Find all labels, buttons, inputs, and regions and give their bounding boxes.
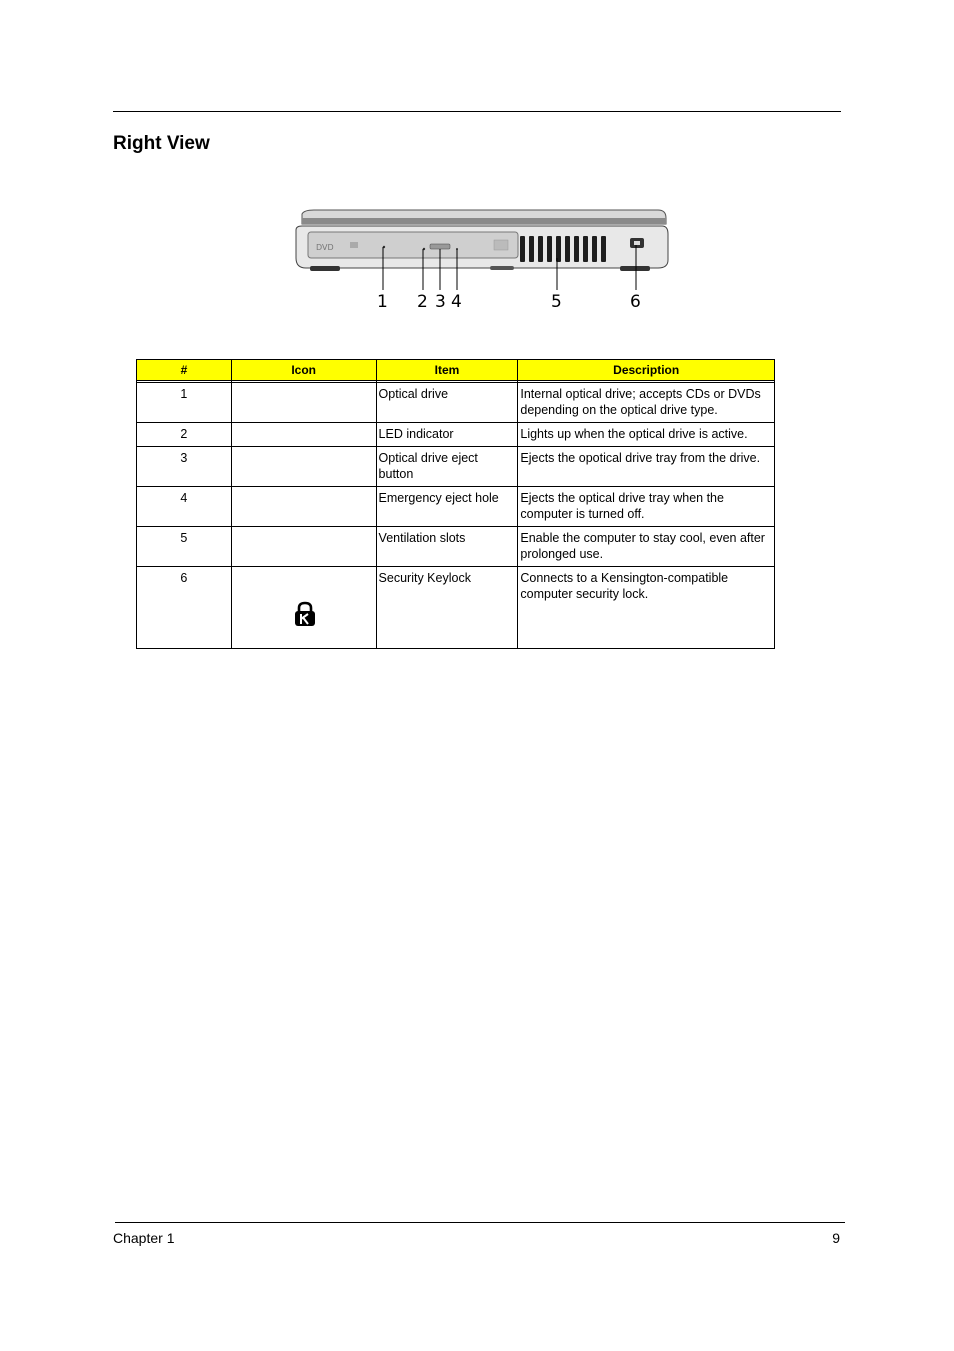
- kensington-lock-icon: [294, 601, 316, 627]
- row-num: 5: [137, 527, 232, 567]
- row-icon-cell: [231, 447, 376, 487]
- table-header-row: [137, 360, 775, 381]
- row-description: Lights up when the optical drive is active.: [518, 423, 775, 447]
- callout-1: 1: [377, 292, 388, 312]
- row-item: Emergency eject hole: [376, 487, 518, 527]
- row-num: 6: [137, 567, 232, 649]
- row-description: Ejects the opotical drive tray from the drive.: [518, 447, 775, 487]
- row-icon-cell: [231, 567, 376, 649]
- callout-2: 2: [417, 292, 428, 312]
- row-description: Connects to a Kensington-compatible computer security lock.: [518, 567, 775, 649]
- table-row: [137, 487, 775, 527]
- row-num: 2: [137, 423, 232, 447]
- footer-page-number: 9: [832, 1230, 840, 1246]
- row-num: 3: [137, 447, 232, 487]
- callout-4: 4: [451, 292, 462, 312]
- laptop-right-view-figure: [280, 200, 680, 315]
- table-row: [137, 447, 775, 487]
- row-item: Security Keylock: [376, 567, 518, 649]
- row-item: Optical drive eject button: [376, 447, 518, 487]
- right-view-table: [136, 359, 775, 649]
- callout-3: 3: [435, 292, 446, 312]
- row-icon-cell: [231, 423, 376, 447]
- row-description: Enable the computer to stay cool, even after prolonged use.: [518, 527, 775, 567]
- table-row: [137, 423, 775, 447]
- footer-chapter: Chapter 1: [113, 1230, 175, 1246]
- callout-5: 5: [551, 292, 562, 312]
- row-num: 1: [137, 383, 232, 423]
- callout-6: 6: [630, 292, 641, 312]
- header-num: #: [137, 360, 232, 381]
- row-item: LED indicator: [376, 423, 518, 447]
- row-item: Optical drive: [376, 383, 518, 423]
- dvd-logo: DVD: [316, 243, 334, 252]
- table-row: [137, 383, 775, 423]
- table-row: [137, 527, 775, 567]
- table-row: [137, 567, 775, 649]
- section-title: Right View: [113, 133, 210, 154]
- row-icon-cell: [231, 383, 376, 423]
- row-num: 4: [137, 487, 232, 527]
- header-item: Item: [376, 360, 518, 381]
- header-icon: Icon: [231, 360, 376, 381]
- row-icon-cell: [231, 487, 376, 527]
- footer-rule: [115, 1222, 845, 1223]
- header-rule: [113, 111, 841, 112]
- row-description: Internal optical drive; accepts CDs or DVDs depending on the optical drive type.: [518, 383, 775, 423]
- row-icon-cell: [231, 527, 376, 567]
- row-description: Ejects the optical drive tray when the computer is turned off.: [518, 487, 775, 527]
- row-item: Ventilation slots: [376, 527, 518, 567]
- header-description: Description: [518, 360, 775, 381]
